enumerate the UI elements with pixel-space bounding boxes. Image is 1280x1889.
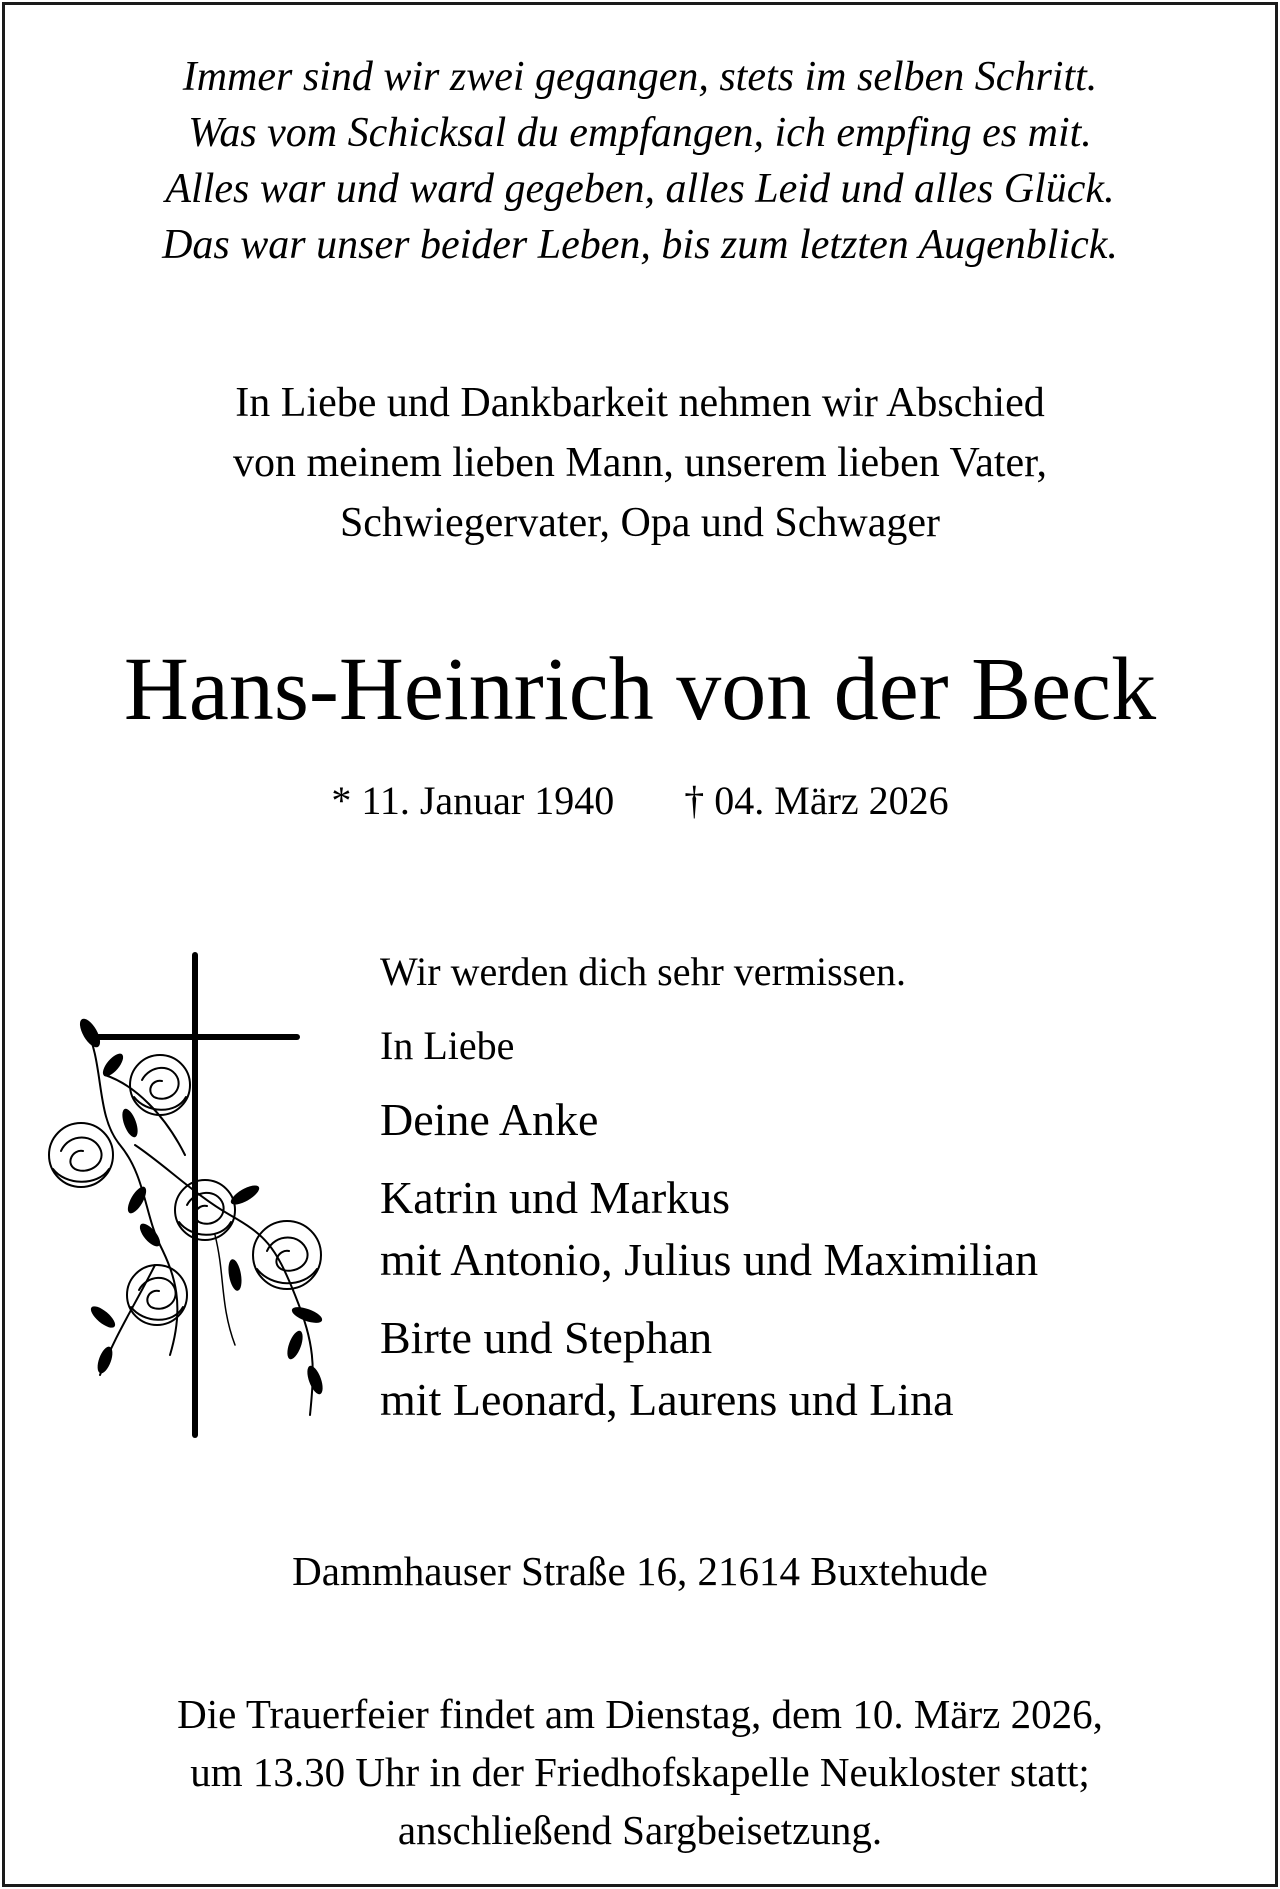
signer-wife: Deine Anke bbox=[380, 1094, 599, 1145]
farewell-intro bbox=[5, 373, 1275, 553]
intro-line: von meinem lieben Mann, unserem lieben Vater, bbox=[233, 440, 1047, 486]
poem-line: Immer sind wir zwei gegangen, stets im selben Schritt. bbox=[182, 54, 1098, 100]
closing-line: In Liebe bbox=[380, 1023, 515, 1068]
cross-with-roses-icon bbox=[45, 945, 355, 1445]
deceased-name: Hans-Heinrich von der Beck bbox=[123, 640, 1157, 739]
birth-date: * 11. Januar 1940 bbox=[331, 778, 615, 823]
family-address: Dammhauser Straße 16, 21614 Buxtehude bbox=[292, 1548, 988, 1594]
signer-line: mit Antonio, Julius und Maximilian bbox=[380, 1234, 1039, 1285]
intro-line: Schwiegervater, Opa und Schwager bbox=[339, 500, 941, 546]
poem-line: Das war unser beider Leben, bis zum letzten Augenblick. bbox=[162, 222, 1118, 268]
signer-group bbox=[380, 1167, 1260, 1291]
death-date: † 04. März 2026 bbox=[684, 778, 949, 823]
poem bbox=[5, 49, 1275, 273]
closing-line: Wir werden dich sehr vermissen. bbox=[380, 949, 906, 994]
poem-line: Was vom Schicksal du empfangen, ich empfing es mit. bbox=[188, 110, 1092, 156]
family-signature bbox=[380, 935, 1260, 1431]
funeral-service-info bbox=[5, 1685, 1275, 1859]
signer-line: mit Leonard, Laurens und Lina bbox=[380, 1374, 954, 1425]
signer-line: Birte und Stephan bbox=[380, 1312, 713, 1363]
service-line: Die Trauerfeier findet am Dienstag, dem 10. März 2026, bbox=[177, 1691, 1103, 1737]
poem-line: Alles war und ward gegeben, alles Leid und alles Glück. bbox=[165, 166, 1115, 212]
intro-line: In Liebe und Dankbarkeit nehmen wir Abschied bbox=[235, 380, 1045, 426]
life-dates bbox=[5, 775, 1275, 827]
obituary-card bbox=[2, 2, 1278, 1887]
signer-group bbox=[380, 1307, 1260, 1431]
service-line: anschließend Sargbeisetzung. bbox=[397, 1807, 883, 1853]
service-line: um 13.30 Uhr in der Friedhofskapelle Neukloster statt; bbox=[190, 1749, 1090, 1795]
signer-line: Katrin und Markus bbox=[380, 1172, 731, 1223]
